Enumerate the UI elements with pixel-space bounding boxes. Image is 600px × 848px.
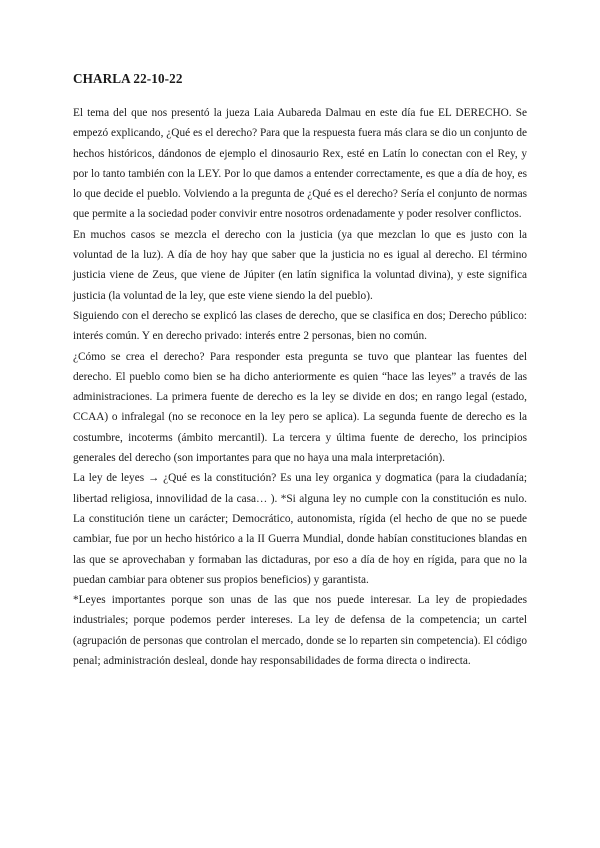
paragraph-constitucion: La ley de leyes → ¿Qué es la constitución? Es una ley organica y dogmatica (para la ciudadanía; libertad religiosa, innovilidad de la casa… ). *Si alguna ley no cumple con la constitución es nulo. La constitución tiene un carácter; Democrático, autonomista, rígida (el hecho de que no se puede cambiar, fue por un hecho histórico a la II Guerra Mundial, donde habían constituciones blandas en las que se aprovechaban y formaban las dictaduras, por eso a día de hoy en rígida, para que no la puedan cambiar para obtener sus propios beneficios) y garantista. (73, 472, 527, 586)
paragraph-justicia: En muchos casos se mezcla el derecho con la justicia (ya que mezclan lo que es justo con la voluntad de la luz). A día de hoy hay que saber que la justicia no es igual al derecho. El término justicia viene de Zeus, que viene de Júpiter (en latín significa la voluntad divina), y este significa justicia (la voluntad de la ley, que este viene siendo la del pueblo). (73, 228, 527, 302)
paragraph-fuentes-derecho: ¿Cómo se crea el derecho? Para responder esta pregunta se tuvo que plantear las fuentes del derecho. El pueblo como bien se ha dicho anteriormente es quien “hace las leyes” a través de las administraciones. La primera fuente de derecho es la ley se divide en dos; en rango legal (estado, CCAA) o infralegal (no se reconoce en la ley pero se aplica). La segunda fuente de derecho es la costumbre, incoterms (ámbito mercantil). La tercera y última fuente de derecho, los principios generales del derecho (son importantes para que no haya una mala interpretación). (73, 350, 527, 465)
paragraph-leyes-importantes: *Leyes importantes porque son unas de las que nos puede interesar. La ley de propiedades industriales; porque podemos perder intereses. La ley de defensa de la competencia; un cartel (agrupación de personas que controlan el mercado, donde se lo reparten sin competencia). El código penal; administración desleal, donde hay responsabilidades de forma directa o indirecta. (73, 594, 527, 668)
paragraph-clases-derecho: Siguiendo con el derecho se explicó las clases de derecho, que se clasifica en dos; Derecho público: interés común. Y en derecho privado: interés entre 2 personas, bien no común. (73, 309, 527, 343)
paragraph-intro: El tema del que nos presentó la jueza Laia Aubareda Dalmau en este día fue EL DERECHO. Se empezó explicando, ¿Qué es el derecho? Para que la respuesta fuera más clara se dio un conjunto de hechos históricos, dándonos de ejemplo el dinosaurio Rex, esté en Latín lo conectan con el Rey, y por lo tanto también con la LEY. Por lo que damos a entender correctamente, es que a día de hoy, es lo que decide el pueblo. Volviendo a la pregunta de ¿Qué es el derecho? Sería el conjunto de normas que permite a la sociedad poder convivir entre nosotros ordenadamente y poder resolver conflictos. (73, 107, 527, 221)
document-title: CHARLA 22-10-22 (73, 71, 183, 86)
document-body (73, 103, 527, 671)
